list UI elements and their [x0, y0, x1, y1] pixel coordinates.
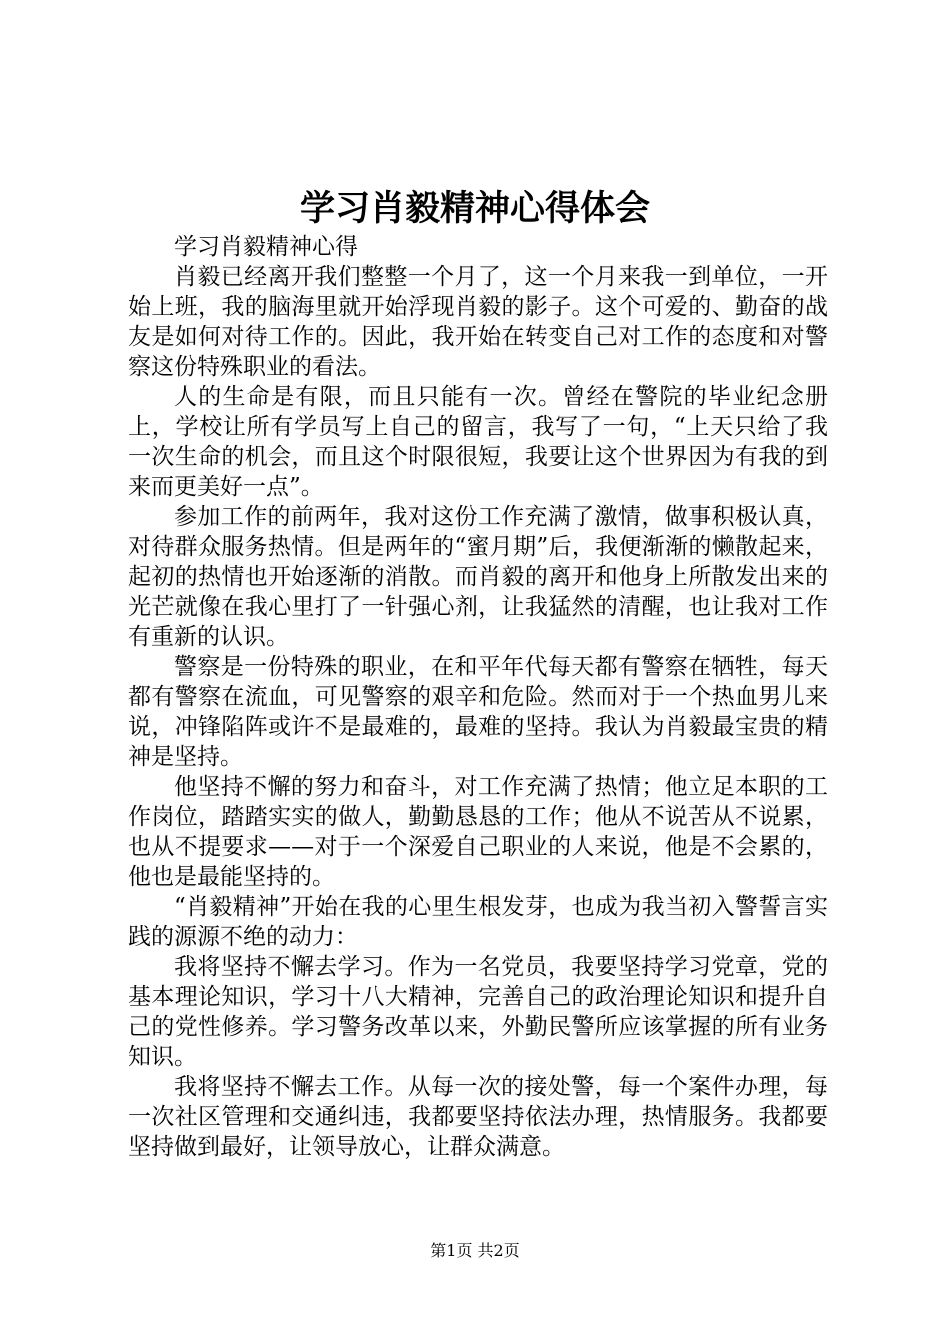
paragraph: 肖毅已经离开我们整整一个月了，这一个月来我一到单位，一开始上班，我的脑海里就开始浮现肖毅的影子。这个可爱的、勤奋的战友是如何对待工作的。因此，我开始在转变自己对工作的态度和对警察这份特殊职业的看法。 — [128, 264, 828, 380]
page-footer: 第1页 共2页 — [430, 1241, 520, 1260]
document-body — [128, 232, 828, 1162]
subtitle: 学习肖毅精神心得 — [174, 234, 358, 260]
paragraph: 警察是一份特殊的职业，在和平年代每天都有警察在牺牲，每天都有警察在流血，可见警察的艰辛和危险。然而对于一个热血男儿来说，冲锋陷阵或许不是最难的，最难的坚持。我认为肖毅最宝贵的精神是坚持。 — [128, 654, 828, 770]
paragraph: 我将坚持不懈去工作。从每一次的接处警，每一个案件办理，每一次社区管理和交通纠违，我都要坚持依法办理，热情服务。我都要坚持做到最好，让领导放心，让群众满意。 — [128, 1074, 828, 1160]
paragraph: 我将坚持不懈去学习。作为一名党员，我要坚持学习党章，党的基本理论知识，学习十八大精神，完善自己的政治理论知识和提升自己的党性修养。学习警务改革以来，外勤民警所应该掌握的所有业务知识。 — [128, 954, 828, 1070]
paragraph: 参加工作的前两年，我对这份工作充满了激情，做事积极认真，对待群众服务热情。但是两年的“蜜月期”后，我便渐渐的懒散起来，起初的热情也开始逐渐的消散。而肖毅的离开和他身上所散发出来的光芒就像在我心里打了一针强心剂，让我猛然的清醒，也让我对工作有重新的认识。 — [128, 504, 828, 650]
page-title: 学习肖毅精神心得体会 — [299, 188, 650, 229]
paragraph: 人的生命是有限，而且只能有一次。曾经在警院的毕业纪念册上，学校让所有学员写上自己的留言，我写了一句，“上天只给了我一次生命的机会，而且这个时限很短，我要让这个世界因为有我的到来而更美好一点”。 — [128, 384, 828, 500]
paragraph: 他坚持不懈的努力和奋斗，对工作充满了热情；他立足本职的工作岗位，踏踏实实的做人，勤勤恳恳的工作；他从不说苦从不说累，也从不提要求——对于一个深爱自己职业的人来说，他是不会累的，他也是最能坚持的。 — [128, 774, 828, 890]
paragraph: “肖毅精神”开始在我的心里生根发芽，也成为我当初入警誓言实践的源源不绝的动力： — [128, 894, 828, 950]
